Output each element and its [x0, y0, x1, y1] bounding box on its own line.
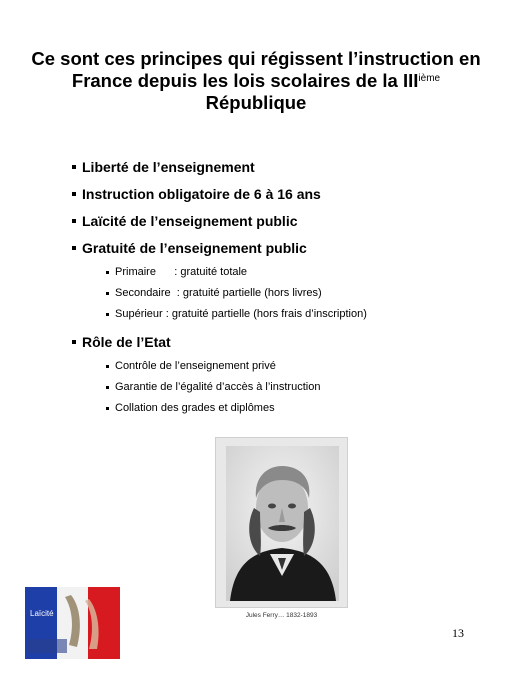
title-line-main: Ce sont ces principes qui régissent l’instruction en France depuis les lois scolaires de la III: [31, 48, 481, 91]
square-bullet-icon: [106, 292, 109, 295]
page-number: 13: [452, 626, 464, 640]
bullet-list: [72, 158, 492, 423]
sub-bullet-item: [106, 381, 492, 394]
sub-bullet-label: Collation des grades et diplômes: [115, 402, 275, 414]
sub-bullet-item: [106, 287, 492, 300]
sub-bullet-label: Secondaire : gratuité partielle (hors livres): [115, 287, 322, 299]
square-bullet-icon: [72, 340, 76, 344]
bullet-label: Gratuité de l’enseignement public: [82, 240, 307, 256]
portrait-caption: Jules Ferry… 1832-1893: [245, 612, 318, 619]
sub-bullet-item: [106, 402, 492, 415]
title-superscript: ième: [418, 73, 441, 84]
flag-caption-text: Laïcité: [30, 609, 54, 618]
bullet-item: [72, 212, 492, 230]
bullet-label: Instruction obligatoire de 6 à 16 ans: [82, 186, 321, 202]
square-bullet-icon: [106, 365, 109, 368]
square-bullet-icon: [106, 313, 109, 316]
sub-bullet-label: Contrôle de l’enseignement privé: [115, 360, 276, 372]
square-bullet-icon: [72, 192, 76, 196]
square-bullet-icon: [72, 246, 76, 250]
sub-bullet-label: Garantie de l’égalité d’accès à l’instruction: [115, 381, 321, 393]
sub-bullet-item: [106, 308, 492, 321]
bullet-item: [72, 185, 492, 203]
sub-bullet-item: [106, 266, 492, 279]
sub-bullet-label: Primaire : gratuité totale: [115, 266, 248, 278]
bullet-label: Laïcité de l’enseignement public: [82, 213, 298, 229]
square-bullet-icon: [72, 165, 76, 169]
bullet-item: [72, 333, 492, 351]
portrait-photo: [215, 437, 348, 608]
bullet-label: Liberté de l’enseignement: [82, 159, 255, 175]
laicite-flag-image: [25, 587, 120, 659]
slide-title: [20, 48, 492, 114]
square-bullet-icon: [106, 271, 109, 274]
title-line-3: République: [205, 92, 307, 113]
bullet-item: [72, 158, 492, 176]
portrait-icon: [226, 446, 339, 601]
sub-bullet-item: [106, 360, 492, 373]
bullet-label: Rôle de l’Etat: [82, 334, 171, 350]
flag-collage-icon: [25, 587, 120, 659]
sub-bullet-label: Supérieur : gratuité partielle (hors frais d’inscription): [115, 308, 367, 320]
bullet-item: [72, 239, 492, 257]
square-bullet-icon: [106, 407, 109, 410]
square-bullet-icon: [72, 219, 76, 223]
square-bullet-icon: [106, 386, 109, 389]
